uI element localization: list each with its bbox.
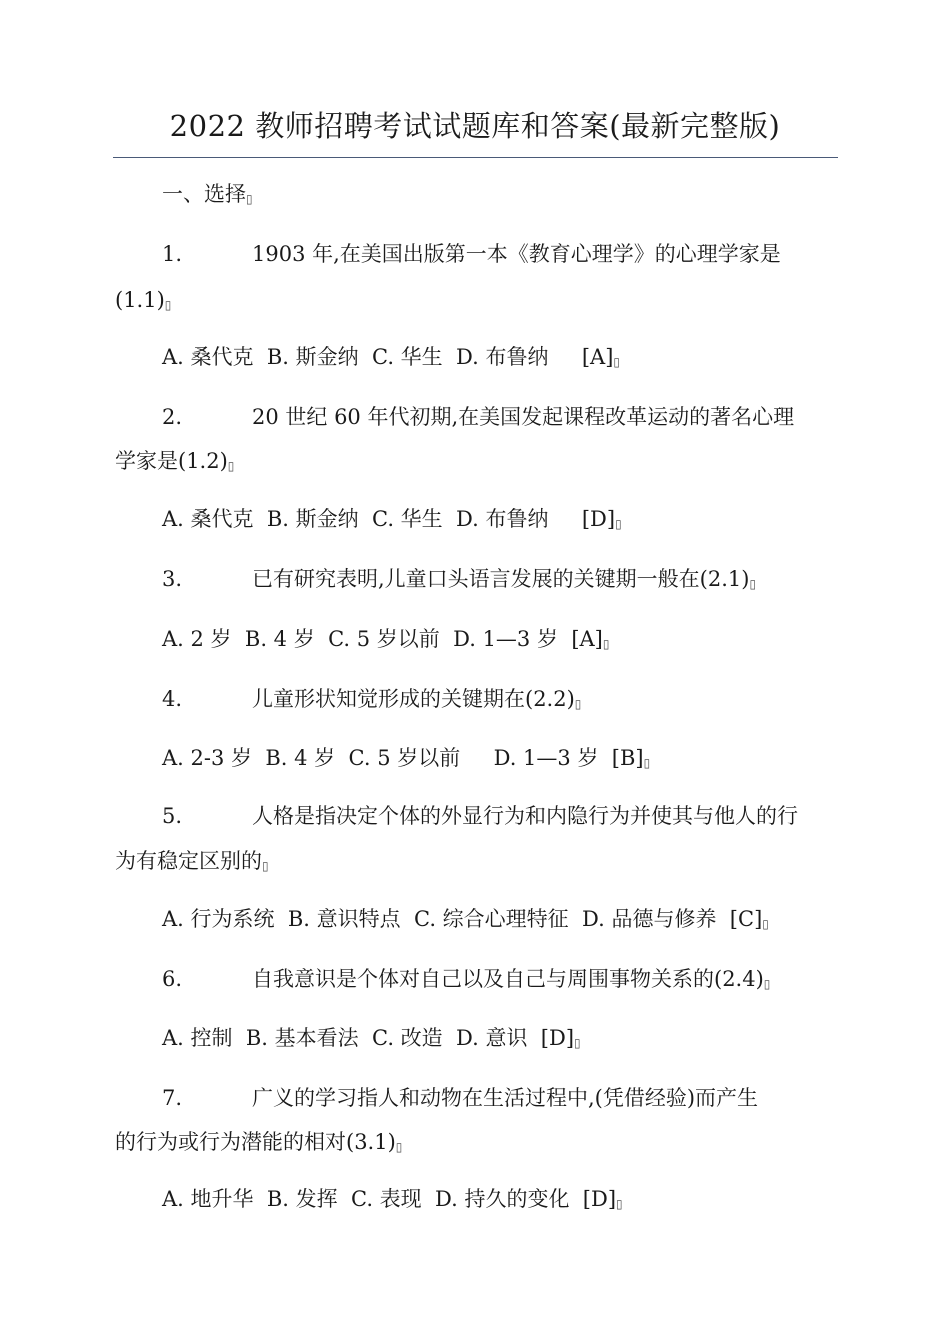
question-text: 人格是指决定个体的外显行为和内隐行为并使其与他人的行 bbox=[252, 804, 798, 828]
question-text-cont: 为有稳定区别的▯ bbox=[115, 849, 269, 873]
question-number: 7. bbox=[162, 1086, 183, 1110]
question-text-cont: (1.1)▯ bbox=[115, 288, 172, 312]
title-divider bbox=[113, 157, 838, 158]
question-number: 2. bbox=[162, 405, 183, 429]
question-number: 1. bbox=[162, 242, 183, 266]
question-text: 自我意识是个体对自己以及自己与周围事物关系的(2.4)▯ bbox=[252, 967, 771, 991]
question-number: 4. bbox=[162, 687, 183, 711]
answer-options: A. 桑代克 B. 斯金纳 C. 华生 D. 布鲁纳 [A]▯ bbox=[162, 345, 620, 369]
answer-options: A. 行为系统 B. 意识特点 C. 综合心理特征 D. 品德与修养 [C]▯ bbox=[162, 907, 769, 931]
question-number: 5. bbox=[162, 804, 183, 828]
question-number: 3. bbox=[162, 567, 183, 591]
question-text: 已有研究表明,儿童口头语言发展的关键期一般在(2.1)▯ bbox=[252, 567, 757, 591]
answer-options: A. 2-3 岁 B. 4 岁 C. 5 岁以前 D. 1—3 岁 [B]▯ bbox=[162, 746, 651, 770]
page-title: 2022 教师招聘考试试题库和答案(最新完整版) bbox=[169, 109, 781, 143]
question-text: 广义的学习指人和动物在生活过程中,(凭借经验)而产生 bbox=[252, 1086, 759, 1110]
section-heading: 一、选择▯ bbox=[162, 182, 253, 206]
question-number: 6. bbox=[162, 967, 183, 991]
question-text: 1903 年,在美国出版第一本《教育心理学》的心理学家是 bbox=[252, 242, 781, 266]
answer-options: A. 地升华 B. 发挥 C. 表现 D. 持久的变化 [D]▯ bbox=[162, 1187, 623, 1211]
question-text: 20 世纪 60 年代初期,在美国发起课程改革运动的著名心理 bbox=[252, 405, 795, 429]
question-text-cont: 学家是(1.2)▯ bbox=[115, 449, 235, 473]
question-text-cont: 的行为或行为潜能的相对(3.1)▯ bbox=[115, 1130, 403, 1154]
answer-options: A. 2 岁 B. 4 岁 C. 5 岁以前 D. 1—3 岁 [A]▯ bbox=[162, 627, 610, 651]
answer-options: A. 桑代克 B. 斯金纳 C. 华生 D. 布鲁纳 [D]▯ bbox=[162, 507, 622, 531]
question-text: 儿童形状知觉形成的关键期在(2.2)▯ bbox=[252, 687, 582, 711]
answer-options: A. 控制 B. 基本看法 C. 改造 D. 意识 [D]▯ bbox=[162, 1026, 581, 1050]
